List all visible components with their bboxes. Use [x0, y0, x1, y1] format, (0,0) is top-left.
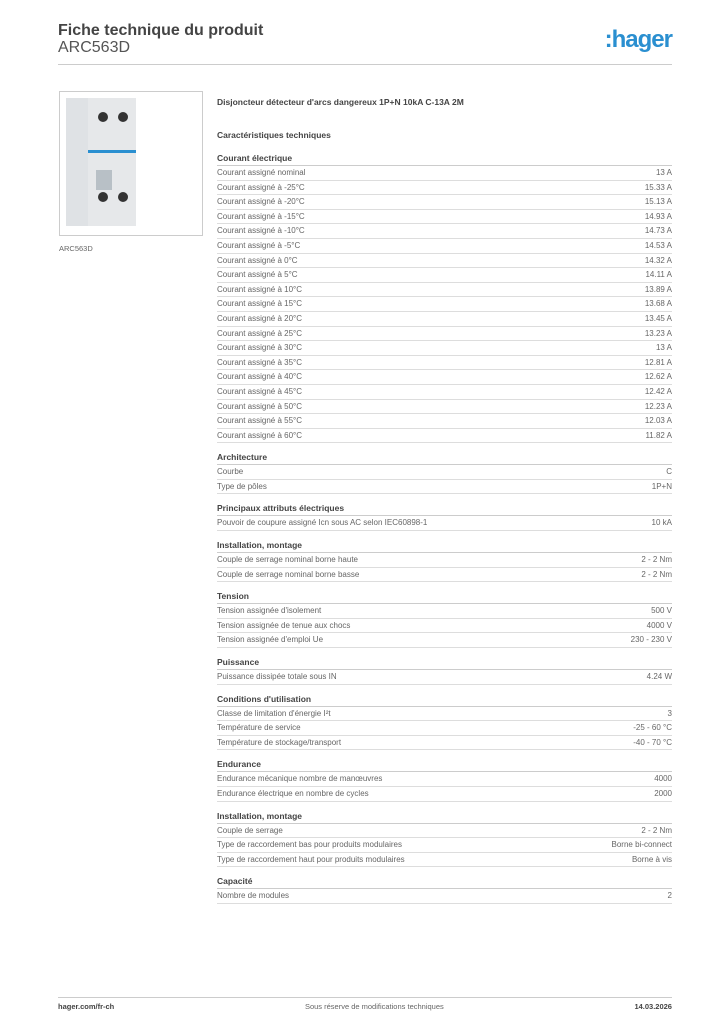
spec-value: Borne à vis: [631, 854, 672, 864]
spec-section: [217, 811, 672, 868]
spec-section: [217, 876, 672, 904]
spec-value: 12.03 A: [644, 416, 672, 426]
spec-section: [217, 759, 672, 801]
spec-value: 11.82 A: [645, 430, 672, 440]
spec-value: 2 - 2 Nm: [641, 825, 672, 835]
spec-value: 14.11 A: [645, 270, 672, 280]
spec-row: [217, 736, 672, 751]
spec-row: [217, 356, 672, 371]
spec-row: [217, 224, 672, 239]
hager-logo: :hager: [604, 26, 672, 53]
spec-label: Courant assigné à -15°C: [217, 211, 305, 221]
spec-row: [217, 516, 672, 531]
spec-row: [217, 568, 672, 583]
spec-section: [217, 591, 672, 648]
spec-value: 12.62 A: [644, 372, 672, 382]
section-heading: Courant électrique: [217, 153, 672, 166]
spec-label: Courant assigné à 50°C: [217, 401, 303, 411]
spec-row: [217, 327, 672, 342]
spec-section: [217, 503, 672, 531]
spec-label: Couple de serrage nominal borne basse: [217, 569, 360, 579]
section-heading: Conditions d'utilisation: [217, 694, 672, 707]
spec-label: Température de stockage/transport: [217, 737, 342, 747]
spec-value: C: [666, 467, 672, 477]
spec-row: [217, 480, 672, 495]
spec-value: 13.23 A: [644, 328, 672, 338]
spec-row: [217, 385, 672, 400]
spec-row: [217, 370, 672, 385]
spec-row: [217, 787, 672, 802]
spec-value: 2 - 2 Nm: [641, 569, 672, 579]
spec-label: Courant assigné à -5°C: [217, 240, 301, 250]
spec-value: 3: [667, 708, 672, 718]
spec-label: Puissance dissipée totale sous IN: [217, 672, 337, 682]
spec-value: 13 A: [655, 168, 672, 177]
spec-row: [217, 838, 672, 853]
spec-row: [217, 283, 672, 298]
spec-value: -25 - 60 °C: [633, 723, 672, 733]
spec-label: Courant assigné à 25°C: [217, 328, 303, 338]
spec-value: 12.42 A: [644, 386, 672, 396]
spec-row: [217, 297, 672, 312]
spec-value: 12.81 A: [644, 357, 672, 367]
spec-value: 13 A: [655, 343, 672, 353]
spec-label: Tension assignée d'emploi Ue: [217, 635, 324, 645]
spec-label: Courant assigné à 45°C: [217, 386, 303, 396]
spec-label: Couple de serrage: [217, 825, 283, 835]
section-heading: Installation, montage: [217, 811, 672, 824]
spec-row: [217, 772, 672, 787]
spec-label: Courant assigné à 0°C: [217, 255, 298, 265]
spec-label: Endurance électrique en nombre de cycles: [217, 789, 369, 798]
spec-value: 13.89 A: [644, 284, 672, 294]
footer-date: 14.03.2026: [634, 1002, 672, 1011]
spec-section: [217, 540, 672, 582]
spec-value: 2000: [654, 789, 672, 798]
spec-row: [217, 166, 672, 181]
spec-label: Température de service: [217, 723, 301, 733]
image-caption: ARC563D: [59, 244, 93, 253]
section-heading: Endurance: [217, 759, 672, 772]
spec-value: 14.53 A: [644, 240, 672, 250]
spec-label: Courant assigné à 15°C: [217, 299, 303, 309]
spec-label: Pouvoir de coupure assigné Icn sous AC selon IEC60898-1: [217, 518, 428, 528]
spec-row: [217, 414, 672, 429]
spec-subtitle: Caractéristiques techniques: [217, 130, 331, 140]
spec-row: [217, 239, 672, 254]
section-heading: Principaux attributs électriques: [217, 503, 672, 516]
spec-label: Nombre de modules: [217, 891, 290, 901]
spec-label: Tension assignée d'isolement: [217, 606, 322, 616]
spec-value: 500 V: [651, 606, 672, 616]
section-heading: Installation, montage: [217, 540, 672, 553]
spec-label: Courant assigné à 10°C: [217, 284, 303, 294]
spec-row: [217, 633, 672, 648]
spec-section: [217, 153, 672, 443]
spec-value: 230 - 230 V: [630, 635, 672, 645]
spec-value: 14.32 A: [644, 255, 672, 265]
spec-row: [217, 341, 672, 356]
circuit-breaker-icon: [60, 92, 202, 235]
spec-label: Courant assigné à 30°C: [217, 343, 303, 353]
spec-section: [217, 657, 672, 685]
spec-sections: [217, 153, 672, 904]
spec-label: Courant assigné à 35°C: [217, 357, 303, 367]
product-image: [59, 91, 203, 236]
spec-value: 4000 V: [646, 620, 672, 630]
spec-row: [217, 429, 672, 444]
spec-row: [217, 312, 672, 327]
spec-label: Type de raccordement bas pour produits modulaires: [217, 840, 402, 850]
spec-row: [217, 268, 672, 283]
spec-value: 4000: [654, 774, 672, 784]
section-heading: Tension: [217, 591, 672, 604]
spec-value: Borne bi-connect: [611, 840, 672, 850]
spec-label: Type de pôles: [217, 481, 267, 491]
spec-label: Courant assigné à 60°C: [217, 430, 303, 440]
spec-section: [217, 694, 672, 751]
spec-value: 15.13 A: [644, 197, 672, 207]
page-title: Fiche technique du produit: [58, 22, 264, 39]
spec-label: Classe de limitation d'énergie I²t: [217, 708, 331, 718]
spec-row: [217, 553, 672, 568]
spec-row: [217, 824, 672, 839]
spec-label: Courant assigné à 20°C: [217, 313, 303, 323]
spec-row: [217, 254, 672, 269]
spec-value: 15.33 A: [644, 182, 672, 192]
spec-row: [217, 400, 672, 415]
spec-value: 10 kA: [651, 518, 672, 528]
footer-notice: Sous réserve de modifications techniques: [304, 1002, 444, 1011]
footer-website[interactable]: hager.com/fr-ch: [58, 1002, 115, 1011]
spec-label: Courant assigné à 5°C: [217, 270, 298, 280]
spec-label: Type de raccordement haut pour produits modulaires: [217, 854, 405, 864]
spec-label: Courant assigné à 55°C: [217, 416, 303, 426]
spec-row: [217, 181, 672, 196]
product-description: Disjoncteur détecteur d'arcs dangereux 1P+N 10kA C-13A 2M: [217, 97, 464, 107]
spec-value: 13.45 A: [644, 313, 672, 323]
spec-label: Tension assignée de tenue aux chocs: [217, 620, 351, 630]
spec-row: [217, 604, 672, 619]
spec-value: 1P+N: [651, 481, 672, 491]
spec-value: 2: [667, 891, 672, 901]
section-heading: Architecture: [217, 452, 672, 465]
spec-value: 14.73 A: [644, 226, 672, 236]
spec-content: [217, 97, 672, 913]
spec-value: 4.24 W: [646, 672, 672, 682]
spec-label: Endurance mécanique nombre de manœuvres: [217, 774, 383, 784]
spec-label: Courant assigné à -20°C: [217, 197, 305, 207]
section-heading: Puissance: [217, 657, 672, 670]
spec-value: 12.23 A: [644, 401, 672, 411]
spec-row: [217, 465, 672, 480]
section-heading: Capacité: [217, 876, 672, 889]
spec-row: [217, 670, 672, 685]
spec-section: [217, 452, 672, 494]
spec-row: [217, 707, 672, 722]
spec-row: [217, 619, 672, 634]
spec-row: [217, 889, 672, 904]
spec-row: [217, 721, 672, 736]
spec-label: Couple de serrage nominal borne haute: [217, 555, 358, 565]
spec-label: Courbe: [217, 467, 244, 477]
spec-row: [217, 210, 672, 225]
spec-label: Courant assigné à -25°C: [217, 182, 305, 192]
spec-label: Courant assigné à 40°C: [217, 372, 303, 382]
spec-row: [217, 195, 672, 210]
spec-label: Courant assigné nominal: [217, 168, 306, 177]
spec-value: 2 - 2 Nm: [641, 555, 672, 565]
spec-value: 13.68 A: [644, 299, 672, 309]
spec-row: [217, 853, 672, 868]
spec-value: 14.93 A: [644, 211, 672, 221]
header-divider: [58, 64, 672, 65]
footer: [58, 997, 672, 1011]
product-code: ARC563D: [58, 39, 131, 56]
spec-label: Courant assigné à -10°C: [217, 226, 305, 236]
spec-value: -40 - 70 °C: [633, 737, 672, 747]
